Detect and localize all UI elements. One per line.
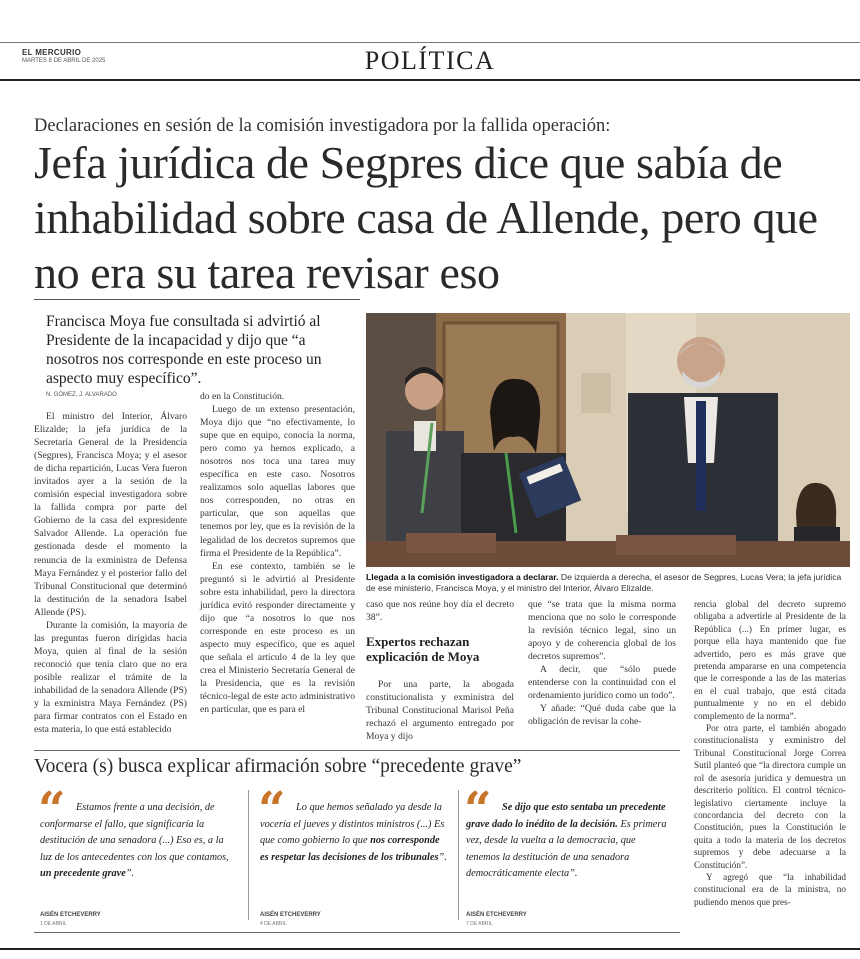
paragraph: Y añade: “Qué duda cabe que la obligación de revisar la cohe- bbox=[528, 703, 676, 728]
paragraph: Y agregó que “la inhabilidad constitucional era de la ministra, no pudiendo menos que pres- bbox=[694, 871, 846, 907]
quote-divider bbox=[458, 790, 459, 920]
body-column-3-cont bbox=[366, 678, 514, 743]
lead-paragraph: Francisca Moya fue consultada si advirtió al Presidente de la incapacidad y dijo que “a nosotros nos corresponde en este proceso un aspecto muy específico”. bbox=[46, 313, 322, 387]
page-bottom-rule bbox=[0, 948, 860, 950]
quote-3-emphasis: Se dijo que esto sentaba un precedente grave dado lo inédito de la decisión. bbox=[466, 802, 666, 830]
quote-3 bbox=[466, 800, 670, 883]
quote-1-author: AISÉN ETCHEVERRY bbox=[40, 912, 101, 918]
news-photo bbox=[366, 313, 850, 567]
box-bottom-rule bbox=[34, 932, 680, 933]
quote-1-tail: ”. bbox=[125, 868, 135, 879]
quote-mark-icon: “ bbox=[38, 782, 66, 838]
top-rule bbox=[0, 42, 860, 43]
paragraph: Por otra parte, el también abogado constitucionalista y exministro del Tribunal Constitucional Jorge Correa Sutil planteó que “la directora cumple un rol de asesoría jurídica y demuestra un descriterio político. El control técnico-legislativo ciertamente incluye la concordancia del decreto con la Constitución, pues la Constitución le quita a todo la materia de los decretos supremos y debe adecuarse a la Constitución”. bbox=[694, 723, 846, 870]
byline: N. GÓMEZ, J. ALVARADO bbox=[46, 392, 117, 398]
paragraph: caso que nos reúne hoy día el decreto 38”. bbox=[366, 599, 514, 624]
issue-date: MARTES 8 DE ABRIL DE 2025 bbox=[22, 58, 106, 64]
body-column-3 bbox=[366, 598, 514, 624]
quote-3-author: AISÉN ETCHEVERRY bbox=[466, 912, 527, 918]
masthead bbox=[0, 0, 860, 84]
quote-2 bbox=[260, 800, 450, 866]
paragraph: Por una parte, la abogada constitucionalista y exministra del Tribunal Constitucional Marisol Peña rechazó el argumento entregado por Moya y dijo bbox=[366, 679, 514, 743]
paragraph: El ministro del Interior, Álvaro Elizalde; la jefa jurídica de la Secretaría General de la Presidencia (Segpres), Francisca Moya; y el asesor de dicha repartición, Lucas Vera fueron invitados ayer a la sesión de la comisión especial investigadora sobre la fallida compra por parte del Gobierno de la casa del expresidente Salvador Allende. La operación fue gestionada desde el momento la renuncia de la exministra de Defensa Maya Fernández y el posterior fallo del Tribunal Constitucional que determinó la destitución de la senadora Isabel Allende (PS). bbox=[34, 411, 187, 618]
quote-2-text: Lo que hemos señalado ya desde la vocería el jueves y distintos ministros (...) Es que como gobierno lo que bbox=[260, 802, 445, 846]
paragraph: que “se trata que la misma norma menciona que no solo le corresponde la revisión técnico legal, sino un apoyo y de coherencia global de los decretos supremos”. bbox=[528, 599, 676, 663]
caption-text: De izquierda a derecha, el asesor de Segpres, Lucas Vera; la jefa jurídica de ese ministerio, Francisca Moya, y el ministro del Interior, Álvaro Elizalde. bbox=[366, 572, 842, 593]
lead-rule bbox=[34, 299, 360, 300]
subheading: Expertos rechazan explicación de Moya bbox=[366, 634, 480, 664]
paragraph: do en la Constitución. bbox=[200, 391, 285, 402]
quote-1 bbox=[40, 800, 236, 883]
caption-lead: Llegada a la comisión investigadora a declarar. bbox=[366, 572, 559, 582]
quote-box-title: Vocera (s) busca explicar afirmación sobre “precedente grave” bbox=[34, 756, 522, 777]
body-column-4 bbox=[528, 598, 676, 728]
quote-2-tail: ”. bbox=[438, 851, 447, 863]
paragraph: Durante la comisión, la mayoría de las preguntas fueron dirigidas hacia Moya, quien al final de la sesión reconoció que tenía claro que no era posible realizar el trámite de la inhabilidad de la senadora Allende (PS) y la exministra Maya Fernández (PS) para firmar contratos con el Estado en esta materia, lo que está establecido bbox=[34, 619, 187, 736]
paragraph: A decir, que “sólo puede entenderse con la continuidad con el ordenamiento jurídico como un todo”. bbox=[528, 664, 676, 702]
quote-2-date: 4 DE ABRIL bbox=[260, 921, 287, 927]
header-rule bbox=[0, 79, 860, 81]
quote-divider bbox=[248, 790, 249, 920]
quote-1-date: 1 DE ABRIL bbox=[40, 921, 67, 927]
body-column-1 bbox=[34, 410, 187, 736]
quote-mark-icon: “ bbox=[464, 782, 492, 838]
quote-mark-icon: “ bbox=[258, 782, 286, 838]
paragraph: rencia global del decreto supremo obligaba a advertirle al Presidente de la República (...) En primer lugar, es porque ella haya mantenido que fue advertido, pero es más grave que pretenda ampararse en una competencia que le corresponde a las de las materias en el cual trabajo, que está citada puntualmente y no en el debido complemento de la norma”. bbox=[694, 599, 846, 721]
quote-1-text: Estamos frente a una decisión, de conformarse el fallo, que significaría la destitución de una senadora (...) Eso es, a la luz de los antecedentes con los que contamos, bbox=[40, 802, 229, 863]
body-column-2 bbox=[200, 390, 355, 716]
paragraph: Luego de un extenso presentación, Moya dijo que “no efectivamente, lo supe que en equipo, conocía la norma, pero como ya hemos explicado, a nosotros nos toca una tarea muy específica en este caso. Nosotros realizamos solo aquellas labores que nos corresponden, no otras en particular, que son aquellas que tenemos por ley, que es la revisión de la legalidad de los decretos supremos que firma el Presidente de la República”. bbox=[200, 404, 355, 559]
quote-2-author: AISÉN ETCHEVERRY bbox=[260, 912, 321, 918]
section-title: POLÍTICA bbox=[364, 46, 496, 75]
kicker: Declaraciones en sesión de la comisión investigadora por la fallida operación: bbox=[34, 116, 611, 136]
headline: Jefa jurídica de Segpres dice que sabía de inhabilidad sobre casa de Allende, pero que no era su tarea revisar eso bbox=[34, 137, 818, 298]
paper-name: EL MERCURIO bbox=[22, 48, 82, 57]
quote-2-emphasis: nos corresponde es respetar las decisiones de los tribunales bbox=[260, 835, 440, 863]
body-column-5 bbox=[694, 598, 846, 908]
paragraph: En ese contexto, también se le preguntó si le advirtió al Presidente sobre esta inhabilidad, pero la directora jurídica evitó responder directamente y dijo que “a nosotros lo que nos corresponde en este proceso es un aspecto muy específico, que es aquel que señala el artículo 4 de la ley que crea el Ministerio Secretaría General de la Presidencia, que es la revisión técnico-legal de este acto administrativo en particular, que es para el bbox=[200, 560, 355, 716]
quote-1-emphasis: un precedente grave bbox=[40, 868, 126, 879]
photo-illustration bbox=[366, 313, 850, 567]
box-top-rule bbox=[34, 750, 680, 751]
quote-3-text: Es primera vez, desde la vuelta a la democracia, que tenemos la destitución de una senadora democráticamente electa”. bbox=[466, 818, 667, 879]
photo-caption bbox=[366, 572, 850, 594]
quote-3-date: 7 DE ABRIL bbox=[466, 921, 493, 927]
